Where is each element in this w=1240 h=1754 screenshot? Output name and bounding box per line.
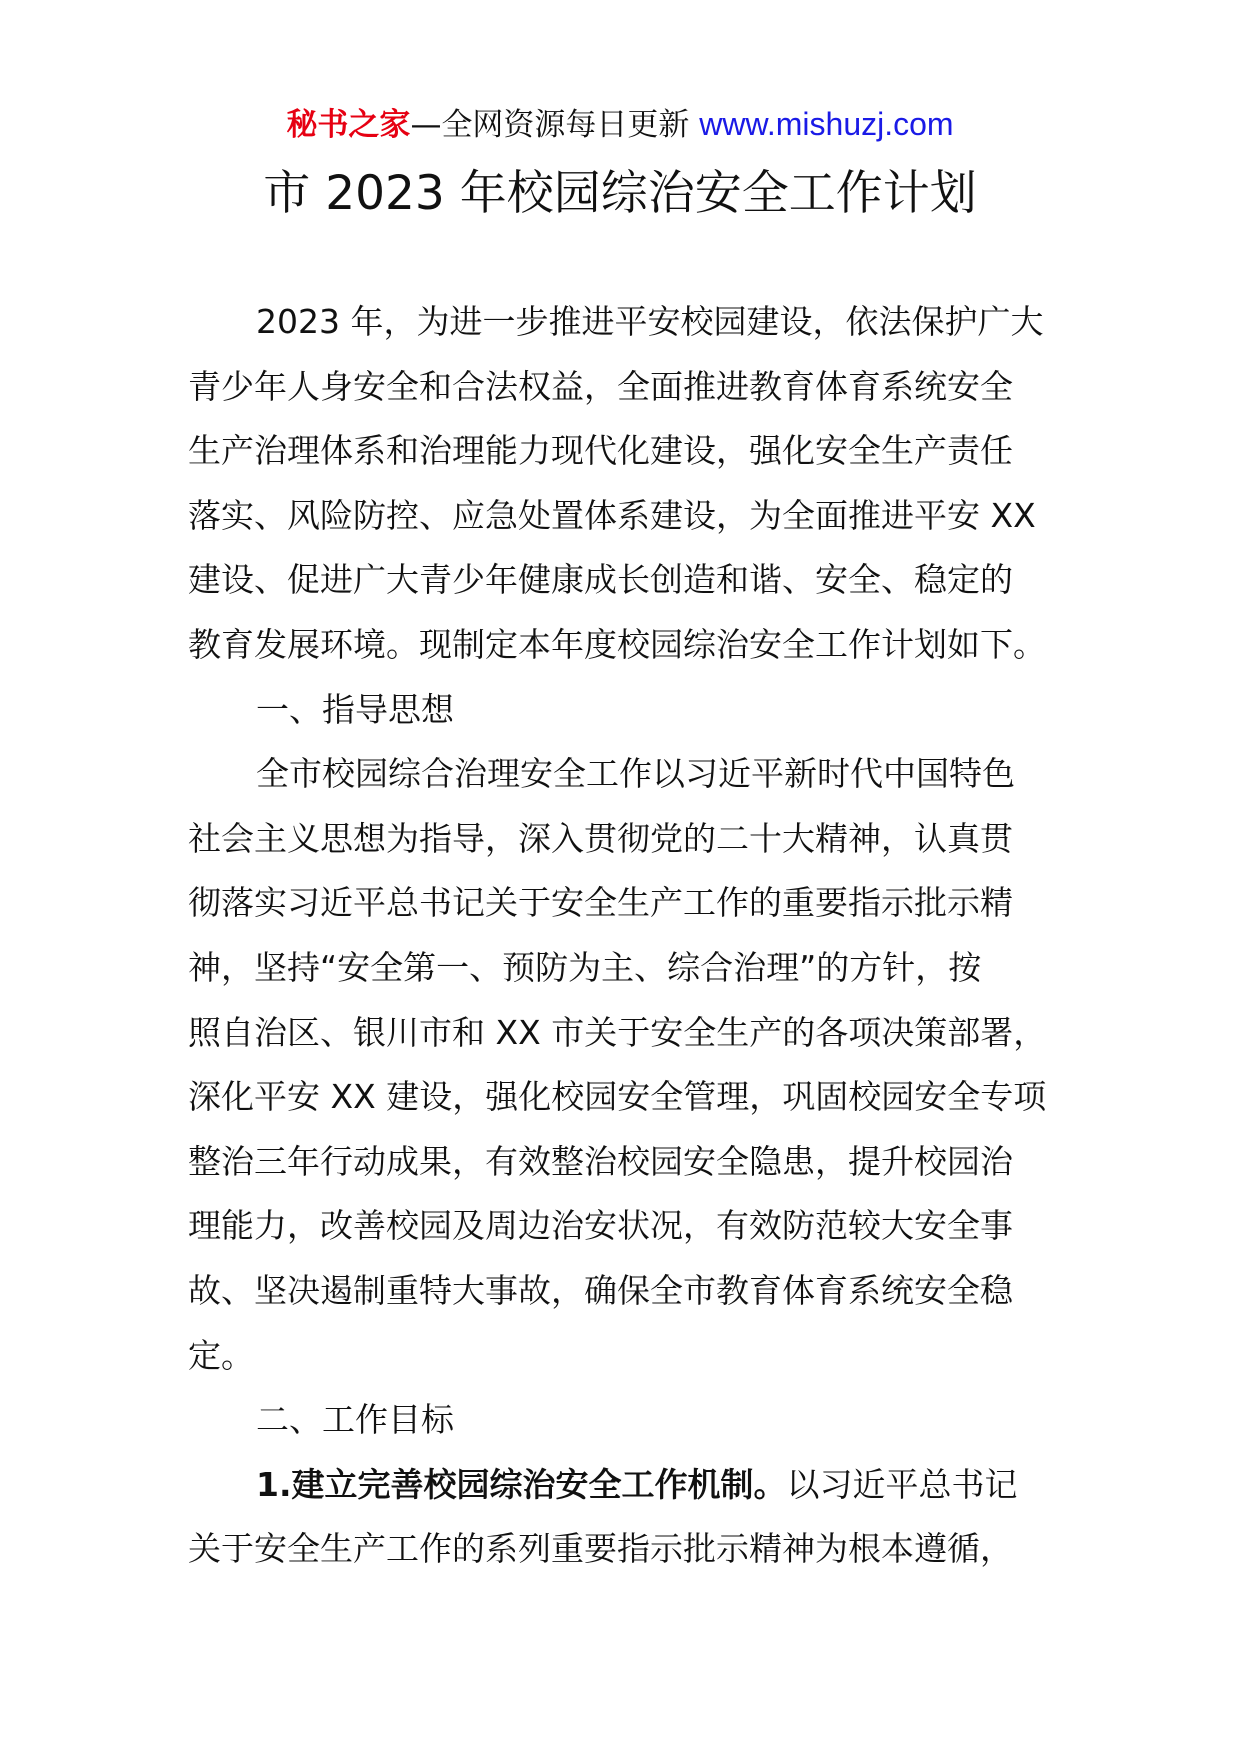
paragraph-line: 2023 年，为进一步推进平安校园建设，依法保护广大 bbox=[256, 302, 1044, 341]
paragraph-line: 照自治区、银川市和 XX 市关于安全生产的各项决策部署， bbox=[188, 1012, 1047, 1052]
paragraph-line: 整治三年行动成果，有效整治校园安全隐患，提升校园治 bbox=[188, 1141, 1013, 1181]
section-heading: 二、工作目标 bbox=[256, 1400, 454, 1440]
paragraph-line: 青少年人身安全和合法权益，全面推进教育体育系统安全 bbox=[188, 366, 1013, 406]
paragraph-line: 教育发展环境。现制定本年度校园综治安全工作计划如下。 bbox=[188, 624, 1046, 664]
paragraph-text: 以习近平总书记 bbox=[786, 1464, 1018, 1504]
paragraph-line: 建设、促进广大青少年健康成长创造和谐、安全、稳定的 bbox=[188, 560, 1013, 600]
site-header bbox=[0, 100, 1240, 149]
paragraph-line: 故、坚决遏制重特大事故，确保全市教育体育系统安全稳 bbox=[188, 1270, 1013, 1310]
subsection-heading: 1.建立完善校园综治安全工作机制。 bbox=[256, 1464, 787, 1504]
section-heading: 一、指导思想 bbox=[256, 689, 454, 729]
paragraph-line: 理能力，改善校园及周边治安状况，有效防范较大安全事 bbox=[188, 1206, 1013, 1246]
document-title: 市 2023 年校园综治安全工作计划 bbox=[263, 166, 977, 221]
paragraph-line: 关于安全生产工作的系列重要指示批示精神为根本遵循， bbox=[188, 1529, 1013, 1569]
paragraph-line bbox=[188, 1453, 1058, 1518]
document-body bbox=[188, 290, 1058, 1582]
paragraph-line: 神，坚持“安全第一、预防为主、综合治理”的方针，按 bbox=[188, 947, 982, 987]
paragraph-line: 深化平安 XX 建设，强化校园安全管理，巩固校园安全专项 bbox=[188, 1077, 1047, 1117]
paragraph-line: 定。 bbox=[188, 1335, 254, 1375]
paragraph-line: 生产治理体系和治理能力现代化建设，强化安全生产责任 bbox=[188, 431, 1013, 471]
site-brand: 秘书之家 bbox=[286, 107, 411, 143]
site-url-link[interactable]: www.mishuzj.com bbox=[699, 106, 954, 142]
paragraph-line: 全市校园综合治理安全工作以习近平新时代中国特色 bbox=[256, 754, 1015, 794]
site-tagline: —全网资源每日更新 bbox=[410, 107, 690, 143]
paragraph-line: 社会主义思想为指导，深入贯彻党的二十大精神，认真贯 bbox=[188, 818, 1013, 858]
paragraph-line: 彻落实习近平总书记关于安全生产工作的重要指示批示精 bbox=[188, 883, 1013, 923]
paragraph-line: 落实、风险防控、应急处置体系建设，为全面推进平安 XX bbox=[188, 495, 1036, 535]
